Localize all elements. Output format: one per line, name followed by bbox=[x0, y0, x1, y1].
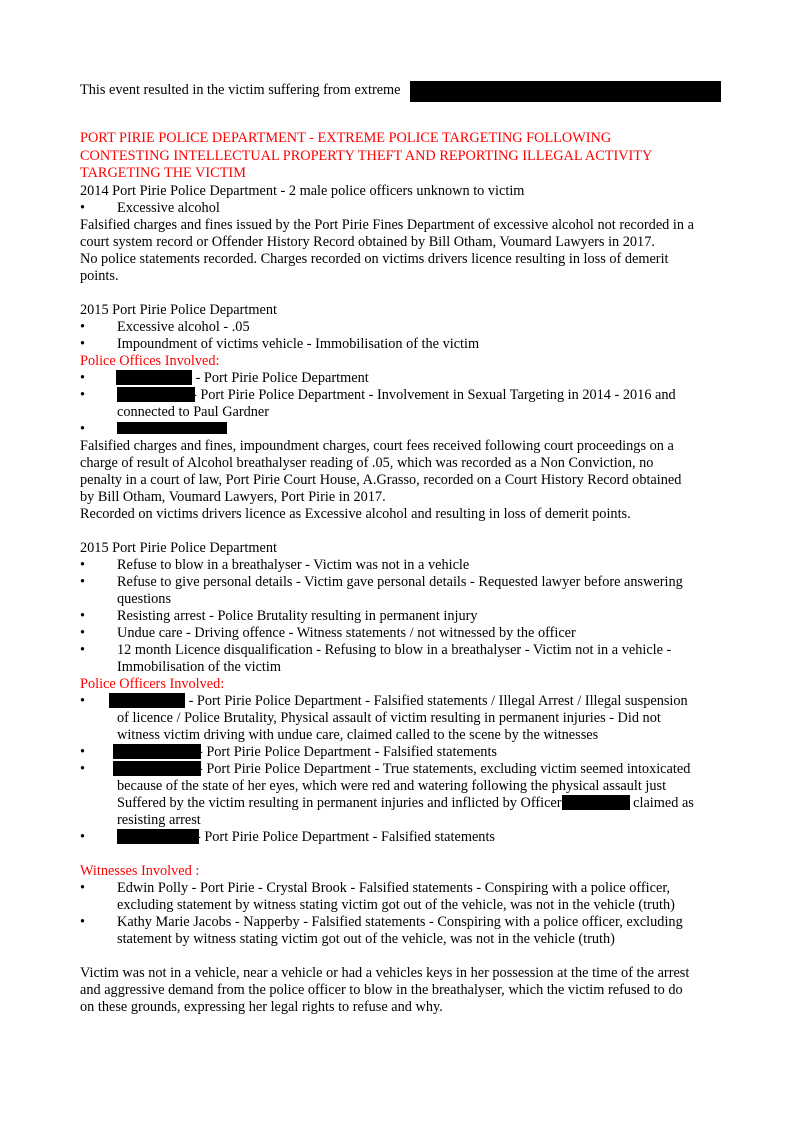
section-2014-paragraph: Falsified charges and fines issued by the Port Pirie Fines Department of excessive alcohol not recorded in a court system record or Offender History Record obtained by Bill Otham, Voumard Lawyers in 2017. No police statements recorded. Charges recorded on victims drivers licence resulting in loss of demerit points. bbox=[80, 216, 694, 284]
document-page bbox=[80, 80, 720, 1016]
witnesses-label: Witnesses Involved : bbox=[80, 862, 200, 879]
officer-item: • - Port Pirie Police Department - Falsified statements / Illegal Arrest / Illegal suspension bbox=[80, 693, 720, 710]
section-2014 bbox=[80, 183, 720, 285]
bullet-item: • 12 month Licence disqualification - Refusing to blow in a breathalyser - Victim not in a vehicle - bbox=[80, 642, 720, 659]
redaction-bar bbox=[113, 744, 201, 759]
witness-item: • Edwin Polly - Port Pirie - Crystal Brook - Falsified statements - Conspiring with a police officer, bbox=[80, 880, 720, 897]
officer-item bbox=[80, 421, 720, 438]
intro-line bbox=[80, 80, 720, 102]
section-2015-b-title: 2015 Port Pirie Police Department bbox=[80, 539, 277, 556]
officer-item: • - Port Pirie Police Department - Falsified statements bbox=[80, 829, 720, 846]
redaction-bar bbox=[117, 422, 227, 434]
section-2015-a-title: 2015 Port Pirie Police Department bbox=[80, 301, 277, 318]
bullet-item: • Undue care - Driving offence - Witness statements / not witnessed by the officer bbox=[80, 625, 720, 642]
intro-text: This event resulted in the victim suffering from extreme bbox=[80, 82, 401, 98]
bullet-item: • Impoundment of victims vehicle - Immobilisation of the victim bbox=[80, 336, 720, 353]
redaction-bar bbox=[117, 387, 195, 402]
section-2015-a: 2015 Port Pirie Police Department • Excessive alcohol - .05 • Impoundment of victims vehicle - Immobilisation of the victim Police Offices Involved: • - Port Pirie Police Department • - Port Pirie Police Department - Involvement in Sexual Targeting in 2014 - 2016 and connected to Paul Gardner • Falsified charges and fines, impoundment charges, court fees received following court proceedings on a charge of result of Alcohol breathalyser reading of .05, which was recorded as a Non Conviction, no penalty in a court of law, Port Pirie Court House, A.Grasso, recorded on a Court History Record obtained by Bill Otham, Voumard Lawyers, Port Pirie in 2017. Recorded on victims drivers licence as Excessive alcohol and resulting in loss of demerit points. bbox=[80, 302, 720, 523]
bullet-item: • Resisting arrest - Police Brutality resulting in permanent injury bbox=[80, 608, 720, 625]
involved-label: Police Offices Involved: bbox=[80, 352, 220, 369]
redaction-bar bbox=[113, 761, 201, 776]
section-2015-b: 2015 Port Pirie Police Department • Refuse to blow in a breathalyser - Victim was not in a vehicle • Refuse to give personal details - Victim gave personal details - Requested lawyer before answering questions • Resisting arrest - Police Brutality resulting in permanent injury • Undue care - Driving offence - Witness statements / not witnessed by the officer • 12 month Licence disqualification - Refusing to blow in a breathalyser - Victim not in a vehicle - Immobilisation of the victim Police Officers Involved: • - Port Pirie Police Department - Falsified statements / Illegal Arrest / Illegal suspension of licence / Police Brutality, Physical assault of victim resulting in permanent injuries - Did not witness victim driving with undue care, claimed called to the scene by the witnesses • - Port Pirie Police Department - Falsified statements • - Port Pirie Police Department - True statements, excluding victim seemed intoxicated because of the state of her eyes, which were red and watering following the physical assault just Suffered by the victim resulting in permanent injuries and inflicted by Officer claimed as resisting arrest • - Port Pirie Police Department - Falsified statements bbox=[80, 540, 720, 846]
section-2015-a-paragraph: Falsified charges and fines, impoundment charges, court fees received following court proceedings on a charge of result of Alcohol breathalyser reading of .05, which was recorded as a Non Conviction, no penalty in a court of law, Port Pirie Court House, A.Grasso, recorded on a Court History Record obtained by Bill Otham, Voumard Lawyers, Port Pirie in 2017. Recorded on victims drivers licence as Excessive alcohol and resulting in loss of demerit points. bbox=[80, 437, 682, 522]
involved-label: Police Officers Involved: bbox=[80, 675, 225, 692]
bullet-item: • Excessive alcohol bbox=[80, 200, 720, 217]
redaction-bar bbox=[109, 693, 185, 708]
redaction-bar bbox=[562, 795, 630, 810]
officer-item: • - Port Pirie Police Department - True statements, excluding victim seemed intoxicated bbox=[80, 761, 720, 778]
witness-item: • Kathy Marie Jacobs - Napperby - Falsified statements - Conspiring with a police officer, excluding bbox=[80, 914, 720, 931]
bullet-item: • Refuse to give personal details - Victim gave personal details - Requested lawyer before answering bbox=[80, 574, 720, 591]
officer-item: • - Port Pirie Police Department - Falsified statements bbox=[80, 744, 720, 761]
section-heading: PORT PIRIE POLICE DEPARTMENT - EXTREME POLICE TARGETING FOLLOWING CONTESTING INTELLECTUAL PROPERTY THEFT AND REPORTING ILLEGAL ACTIVITY TARGETING THE VICTIM bbox=[80, 130, 653, 181]
redaction-bar bbox=[117, 829, 199, 844]
redaction-bar bbox=[116, 370, 192, 385]
redaction-bar bbox=[410, 81, 721, 102]
bullet-item: • Refuse to blow in a breathalyser - Victim was not in a vehicle bbox=[80, 557, 720, 574]
bullet-item: • Excessive alcohol - .05 bbox=[80, 319, 720, 336]
officer-item: • - Port Pirie Police Department bbox=[80, 370, 720, 387]
officer-item: • - Port Pirie Police Department - Involvement in Sexual Targeting in 2014 - 2016 and bbox=[80, 387, 720, 404]
witnesses-section: Witnesses Involved : • Edwin Polly - Port Pirie - Crystal Brook - Falsified statements - Conspiring with a police officer, excluding statement by witness stating victim got out of the vehicle, was not in the vehicle (truth) • Kathy Marie Jacobs - Napperby - Falsified statements - Conspiring with a police officer, excluding statement by witness stating victim got out of the vehicle, was not in the vehicle (truth) bbox=[80, 863, 720, 948]
closing-paragraph: Victim was not in a vehicle, near a vehicle or had a vehicles keys in her possession at the time of the arrest and aggressive demand from the police officer to blow in the breathalyser, which the victim refused to do on these grounds, expressing her legal rights to refuse and why. bbox=[80, 964, 690, 1015]
section-2014-title: 2014 Port Pirie Police Department - 2 male police officers unknown to victim bbox=[80, 182, 525, 199]
